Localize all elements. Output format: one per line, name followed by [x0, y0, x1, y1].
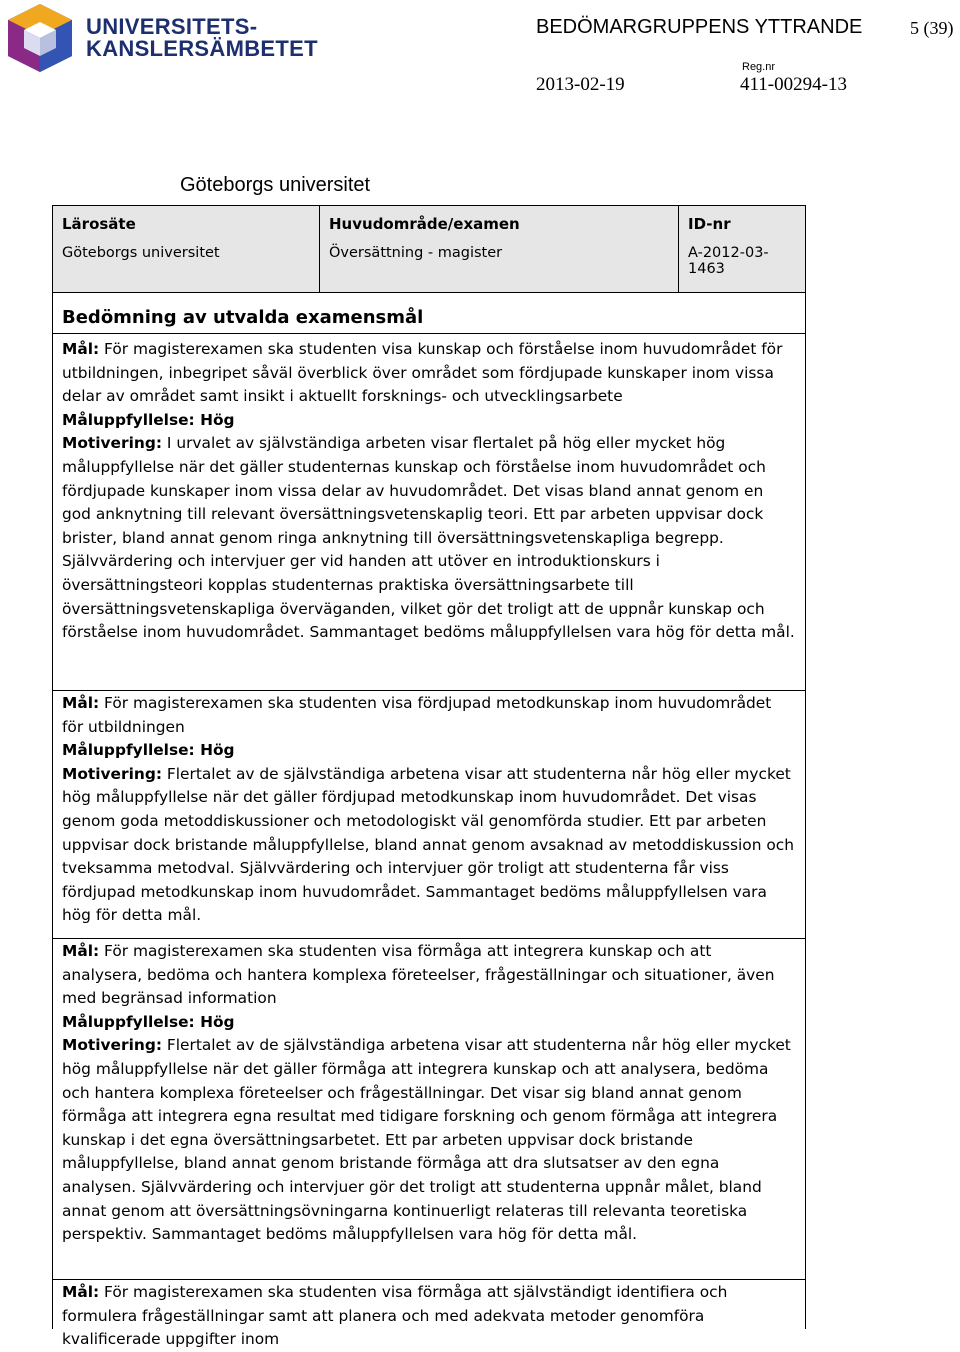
fulfilment-label: Måluppfyllelse: Hög	[62, 1012, 235, 1031]
info-col-larosate	[53, 206, 320, 292]
logo-text	[86, 16, 318, 60]
goal-description: För magisterexamen ska studenten visa förmåga att självständigt identifiera och formulera frågeställningar samt att planera och med adekvata metoder genomföra kvalificerade uppgifter inom	[62, 1283, 728, 1349]
page-number: 5 (39)	[910, 18, 954, 38]
info-value: Översättning - magister	[329, 245, 503, 261]
info-label: ID-nr	[688, 215, 731, 233]
info-col-id	[679, 206, 805, 292]
goal-text	[62, 1281, 796, 1352]
info-col-huvudomrade	[320, 206, 679, 292]
goal-label: Mål:	[62, 694, 100, 712]
goal-section-3	[52, 939, 806, 1280]
fulfilment-label: Måluppfyllelse: Hög	[62, 741, 235, 760]
info-label: Lärosäte	[62, 215, 136, 233]
goal-text	[62, 338, 796, 409]
logo	[6, 2, 326, 74]
info-table	[52, 205, 806, 293]
logo-line1: UNIVERSITETS-	[86, 14, 258, 39]
motivation-label: Motivering:	[62, 1036, 162, 1055]
info-value: Göteborgs universitet	[62, 245, 220, 261]
goal-description: För magisterexamen ska studenten visa kunskap och förståelse inom huvudområdet för utbildningen, inbegripet såväl överblick över området som fördjupade kunskaper inom vissa delar av området samt insikt i aktuellt forsknings- och utvecklingsarbete	[62, 340, 783, 406]
goal-label: Mål:	[62, 942, 100, 960]
goal-description: För magisterexamen ska studenten visa fördjupad metodkunskap inom huvudområdet för utbildningen	[62, 694, 772, 736]
motivation-text	[62, 432, 796, 644]
motivation-label: Motivering:	[62, 764, 162, 783]
info-label: Huvudområde/examen	[329, 215, 520, 233]
motivation-text	[62, 763, 796, 928]
logo-line2: KANSLERSÄMBETET	[86, 36, 318, 61]
goal-section-4	[52, 1280, 806, 1349]
motivation-description: I urvalet av självständiga arbeten visar flertalet på hög eller mycket hög måluppfyllelse när det gäller studenternas kunskap och förståelse inom huvudområdet och fördjupade kunskaper inom vissa delar av huvudområdet. Det visas bland annat genom en god anknytning till relevant översättningsvetenskaplig teori. Ett par arbeten uppvisar dock brister, bland annat genom ringa anknytning till översättningsvetenskapliga begrepp. Självvärdering och intervjuer ger vid handen att utöver en introduktionskurs i översättningsteori kopplas studenternas praktiska översättningsarbete till översättningsvetenskapliga överväganden, vilket gör det troligt att de uppnår kunskap och förståelse inom huvudområdet. Sammantaget bedöms måluppfyllelsen vara hög för detta mål.	[62, 434, 795, 642]
document-date: 2013-02-19	[536, 74, 625, 95]
goal-label: Mål:	[62, 340, 100, 358]
fulfilment-label: Måluppfyllelse: Hög	[62, 410, 235, 429]
goal-label: Mål:	[62, 1283, 100, 1301]
goal-description: För magisterexamen ska studenten visa förmåga att integrera kunskap och att analysera, bedöma och hantera komplexa företeelser, frågeställningar och situationer, även med begränsad information	[62, 942, 775, 1008]
motivation-description: Flertalet av de självständiga arbetena visar att studenterna når hög eller mycket hög måluppfyllelse när det gäller förmåga att integrera kunskap och att analysera, bedöma och hantera komplexa företeelser och frågeställningar. Det visar sig bland annat genom förmåga att integrera egna resultat med tidigare forskning och genom förmåga att integrera kunskap i det egna översättningsarbetet. Ett par arbeten uppvisar dock bristande måluppfyllelse, bland annat genom bristande förmåga att dra slutsatser av den egna analysen. Självvärdering och intervjuer gör det troligt att studenterna uppnår målet, bland annat genom att översättningsövningarna kontinuerligt relateras till relevanta teoretiska perspektiv. Sammantaget bedöms måluppfyllelsen vara hög för detta mål.	[62, 1036, 791, 1244]
motivation-text	[62, 1034, 796, 1246]
motivation-description: Flertalet av de självständiga arbetena visar att studenterna når hög eller mycket hög måluppfyllelse när det gäller fördjupad metodkunskap inom huvudområdet. Det visas genom goda metoddiskussioner och metodologiskt väl genomförda studier. Ett par arbeten uppvisar dock bristande måluppfyllelse, bland annat genom avsaknad av metoddiskussion och tveksamma metodval. Självvärdering och intervjuer gör troligt att studenterna får viss fördjupad metodkunskap inom huvudområdet. Sammantaget bedöms måluppfyllelsen vara hög för detta mål.	[62, 764, 794, 925]
goal-section-2	[52, 691, 806, 939]
goal-text	[62, 692, 796, 739]
motivation-label: Motivering:	[62, 434, 162, 453]
info-value: A-2012-03-1463	[688, 245, 769, 277]
goal-text	[62, 940, 796, 1011]
reg-label: Reg.nr	[742, 61, 776, 73]
document-title: BEDÖMARGRUPPENS YTTRANDE	[536, 16, 863, 38]
university-heading: Göteborgs universitet	[180, 174, 371, 196]
reg-number: 411-00294-13	[740, 74, 847, 95]
section-title: Bedömning av utvalda examensmål	[53, 303, 805, 334]
goal-section-1	[52, 293, 806, 691]
logo-cube-icon	[6, 2, 78, 74]
